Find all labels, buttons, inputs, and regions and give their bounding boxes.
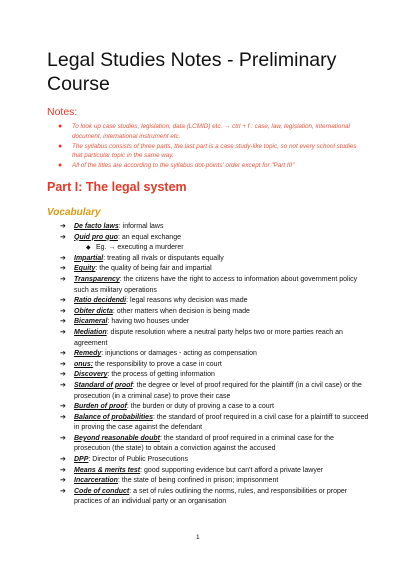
vocabulary-definition: : good supporting evidence but can't afford a private lawyer <box>140 466 324 474</box>
arrow-right-icon: ➔ <box>60 297 66 305</box>
arrow-right-icon: ➔ <box>60 233 66 241</box>
arrow-right-icon: ➔ <box>60 328 66 336</box>
vocabulary-item <box>60 307 370 318</box>
vocabulary-definition: the responsibility to prove a case in court <box>93 360 222 368</box>
vocabulary-definition: : a set of rules outlining the norms, rules, and responsibilities or proper practices of an individual party or an organisation <box>74 487 348 506</box>
vocabulary-definition: : treating all rivals or disputants equally <box>103 254 224 262</box>
vocabulary-definition: : the citizens have the right to access to information about government policy such as military operations <box>74 275 358 294</box>
vocabulary-definition: Eg. → executing a murderer <box>96 244 184 252</box>
vocabulary-item <box>60 296 370 307</box>
vocabulary-sub-item <box>60 243 370 254</box>
arrow-right-icon: ➔ <box>60 403 66 411</box>
vocabulary-item <box>60 328 370 349</box>
vocabulary-item <box>60 476 370 487</box>
vocabulary-item <box>60 264 370 275</box>
vocabulary-term: Means & merits test <box>74 466 141 474</box>
vocabulary-term: Mediation <box>74 328 107 336</box>
vocabulary-item <box>60 455 370 466</box>
bullet-icon: ● <box>58 142 63 150</box>
vocabulary-item <box>60 349 370 360</box>
vocabulary-item <box>60 275 370 296</box>
vocabulary-definition: : other matters when decision is being made <box>112 307 250 315</box>
arrow-right-icon: ➔ <box>60 265 66 273</box>
vocabulary-item <box>60 233 370 244</box>
notes-item-text: To look up case studies, legislation, data (LCMID) etc. → ctrl + f : case, law, legislation, international document, international instrument etc. <box>72 123 350 140</box>
vocabulary-term: Discovery <box>74 371 108 379</box>
arrow-right-icon: ➔ <box>60 254 66 262</box>
vocabulary-definition: : the standard of proof required in a civil case for a plaintiff to succeed in proving the case against the defendant <box>74 413 369 432</box>
vocabulary-item <box>60 317 370 328</box>
vocabulary-term: Equity <box>74 265 96 273</box>
notes-list <box>58 122 368 171</box>
vocabulary-term: DPP <box>74 456 89 464</box>
vocabulary-definition: : injunctions or damages - acting as compensation <box>101 350 257 358</box>
vocabulary-term: Bicameral <box>74 318 108 326</box>
vocabulary-item <box>60 360 370 371</box>
notes-item-text: All of the titles are according to the syllabus dot-points' order except for "Part III" <box>72 162 295 170</box>
vocabulary-item <box>60 370 370 381</box>
arrow-right-icon: ➔ <box>60 223 66 230</box>
vocabulary-term: onus: <box>74 360 94 368</box>
bullet-icon: ● <box>58 162 63 170</box>
vocabulary-term: Incarceration <box>74 477 118 485</box>
vocabulary-item <box>60 381 370 402</box>
page-number: 1 <box>196 534 200 541</box>
vocabulary-term: Obiter dicta <box>74 307 113 315</box>
arrow-right-icon: ➔ <box>60 413 66 421</box>
vocabulary-term: De facto laws <box>74 223 119 230</box>
vocabulary-item <box>60 402 370 413</box>
vocabulary-definition: : the quality of being fair and impartial <box>95 265 212 273</box>
notes-item <box>58 161 368 171</box>
vocabulary-definition: : an equal exchange <box>117 233 181 241</box>
vocabulary-definition: : the burden or duty of proving a case to a court <box>126 403 274 411</box>
notes-heading: Notes: <box>47 106 78 118</box>
vocabulary-item <box>60 487 370 508</box>
arrow-right-icon: ➔ <box>60 477 66 485</box>
page-title: Legal Studies Notes - Preliminary Course <box>47 49 337 95</box>
vocabulary-definition: : the process of getting information <box>107 371 215 379</box>
vocabulary-term: Transparency <box>74 275 120 283</box>
vocabulary-term: Remedy <box>74 350 102 358</box>
arrow-right-icon: ➔ <box>60 275 66 283</box>
arrow-right-icon: ➔ <box>60 318 66 326</box>
arrow-right-icon: ➔ <box>60 360 66 368</box>
vocabulary-term: Beyond reasonable doubt <box>74 434 160 442</box>
notes-item <box>58 122 368 142</box>
vocabulary-term: Impartial <box>74 254 104 262</box>
arrow-right-icon: ➔ <box>60 381 66 389</box>
arrow-right-icon: ➔ <box>60 371 66 379</box>
vocabulary-term: Ratio decidendi <box>74 297 127 305</box>
vocabulary-item <box>60 413 370 434</box>
arrow-right-icon: ➔ <box>60 456 66 464</box>
vocabulary-term: Quid pro quo <box>74 233 118 241</box>
notes-item <box>58 142 368 162</box>
vocabulary-item <box>60 222 370 233</box>
vocabulary-definition: : informal laws <box>118 223 164 230</box>
vocabulary-definition: : the state of being confined in prison; imprisonment <box>117 477 279 485</box>
vocabulary-definition: : the standard of proof required in a criminal case for the prosecution (the state) to obtain a conviction against the accused <box>74 434 334 453</box>
bullet-icon: ● <box>58 123 63 130</box>
vocabulary-item <box>60 434 370 455</box>
arrow-right-icon: ➔ <box>60 434 66 442</box>
arrow-right-icon: ➔ <box>60 466 66 474</box>
vocabulary-item <box>60 254 370 265</box>
vocabulary-definition: : Director of Public Prosecutions <box>88 456 189 464</box>
vocabulary-definition: : dispute resolution where a neutral party helps two or more parties reach an agreement <box>74 328 343 347</box>
diamond-bullet-icon: ◆ <box>86 245 91 252</box>
arrow-right-icon: ➔ <box>60 307 66 315</box>
vocabulary-definition: : the degree or level of proof required for the plaintiff (in a civil case) or the prosecution (in a criminal case) to prove their case <box>74 381 362 400</box>
vocabulary-heading: Vocabulary <box>47 207 101 218</box>
vocabulary-item <box>60 466 370 477</box>
part-heading: Part I: The legal system <box>47 180 187 194</box>
arrow-right-icon: ➔ <box>60 487 66 495</box>
vocabulary-term: Burden of proof <box>74 403 127 411</box>
vocabulary-definition: : having two houses under <box>107 318 190 326</box>
vocabulary-term: Standard of proof <box>74 381 133 389</box>
vocabulary-definition: : legal reasons why decision was made <box>126 297 248 305</box>
vocabulary-term: Code of conduct <box>74 487 130 495</box>
vocabulary-term: Balance of probabilities <box>74 413 153 421</box>
arrow-right-icon: ➔ <box>60 350 66 358</box>
vocabulary-list <box>60 222 370 508</box>
notes-item-text: The syllabus consists of three parts, the last part is a case study-like topic, so not every school studies that particular topic in the same way. <box>72 142 357 160</box>
